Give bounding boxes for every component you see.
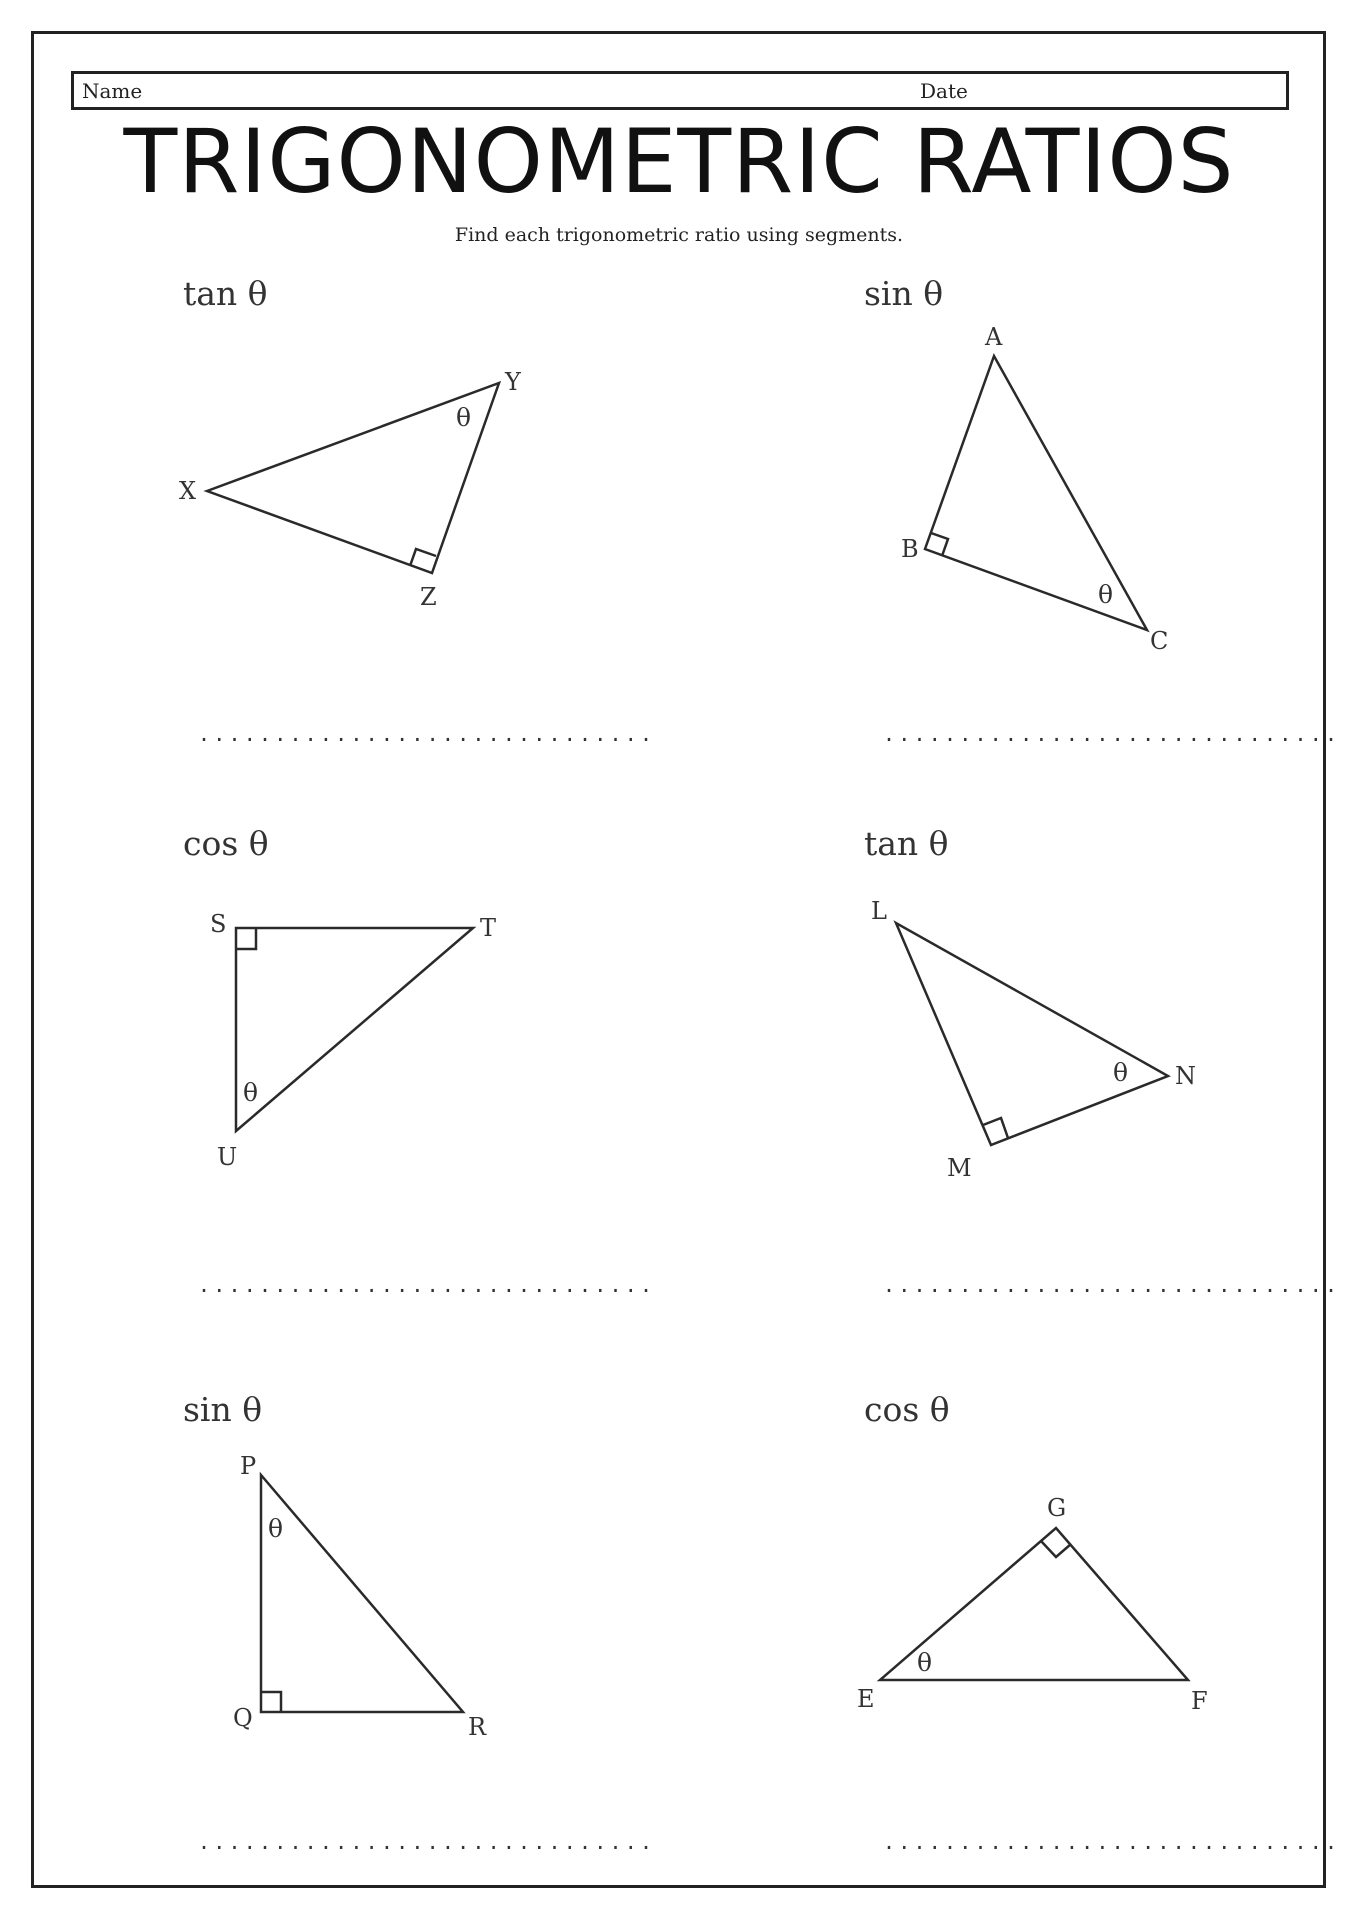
date-label: Date xyxy=(920,79,968,103)
vertex-l-label: L xyxy=(871,897,887,925)
triangle-abc xyxy=(925,356,1147,630)
theta-u: θ xyxy=(243,1078,259,1107)
vertex-z-label: Z xyxy=(420,583,437,611)
triangle-pqr xyxy=(261,1475,463,1712)
theta-n: θ xyxy=(1113,1058,1129,1087)
triangle-stu xyxy=(236,928,473,1131)
vertex-e-label: E xyxy=(857,1685,875,1713)
vertex-q-label: Q xyxy=(233,1704,253,1732)
answer-blank-2[interactable]: .............................. xyxy=(883,722,1341,746)
theta-y: θ xyxy=(456,403,472,432)
name-label: Name xyxy=(82,79,143,103)
vertex-n-label: N xyxy=(1175,1062,1196,1090)
vertex-s-label: S xyxy=(210,910,227,938)
problem-3-ratio: cos θ xyxy=(183,824,269,863)
vertex-p-label: P xyxy=(240,1452,257,1480)
vertex-b-label: B xyxy=(901,535,919,563)
problem-2-ratio: sin θ xyxy=(864,274,944,313)
theta-p: θ xyxy=(268,1514,284,1543)
vertex-f-label: F xyxy=(1191,1687,1208,1715)
right-angle-mark-s xyxy=(236,928,256,949)
vertex-c-label: C xyxy=(1150,627,1169,655)
vertex-a-label: A xyxy=(985,323,1003,351)
problem-1-ratio: tan θ xyxy=(183,274,268,313)
vertex-r-label: R xyxy=(468,1713,487,1741)
vertex-x-label: X xyxy=(179,477,197,505)
vertex-g-label: G xyxy=(1047,1494,1067,1522)
answer-blank-1[interactable]: .............................. xyxy=(198,722,656,746)
answer-blank-5[interactable]: .............................. xyxy=(198,1830,656,1854)
vertex-u-label: U xyxy=(217,1143,238,1171)
instructions: Find each trigonometric ratio using segments. xyxy=(454,224,904,246)
theta-c: θ xyxy=(1098,580,1114,609)
answer-blank-4[interactable]: .............................. xyxy=(883,1273,1341,1297)
problem-6-ratio: cos θ xyxy=(864,1390,950,1429)
right-angle-mark-z xyxy=(410,549,436,566)
answer-blank-6[interactable]: .............................. xyxy=(883,1830,1341,1854)
theta-e: θ xyxy=(917,1648,933,1677)
problem-5-ratio: sin θ xyxy=(183,1390,263,1429)
answer-blank-3[interactable]: .............................. xyxy=(198,1273,656,1297)
vertex-y-label: Y xyxy=(505,368,521,396)
right-angle-mark-g xyxy=(1041,1541,1071,1557)
triangle-lmn xyxy=(896,923,1168,1145)
vertex-m-label: M xyxy=(947,1154,972,1182)
right-angle-mark-q xyxy=(261,1692,281,1712)
worksheet-title: TRIGONOMETRIC RATIOS xyxy=(123,110,1235,213)
problem-4-ratio: tan θ xyxy=(864,824,949,863)
vertex-t-label: T xyxy=(480,914,497,942)
